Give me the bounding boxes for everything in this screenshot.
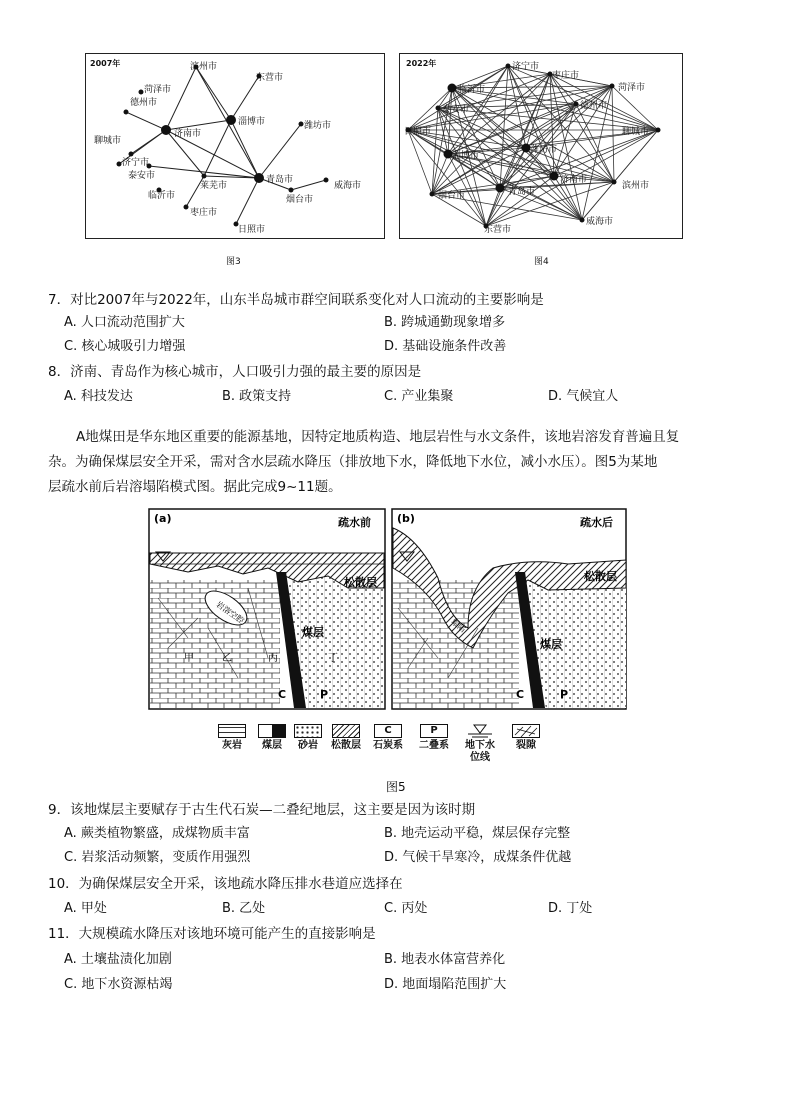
fig4-city: 淄博市 — [452, 151, 480, 161]
passage-line-2: 杂。为确保煤层安全开采，需对含水层疏水降压（排放地下水，降低地下水位，减小水压）。图5为某地 — [48, 454, 658, 470]
city-node — [656, 128, 661, 133]
question-8-stem: 8．济南、青岛作为核心城市，人口吸引力强的最主要的原因是 — [48, 364, 422, 380]
panel-b-label: (b) — [397, 512, 415, 525]
fig3-year: 2007年 — [90, 59, 121, 68]
fig4-city: 菏泽市 — [618, 83, 646, 93]
point-ding: 丁 — [328, 653, 338, 664]
panel-a-p: P — [320, 688, 329, 701]
legend-limestone: 灰岩 — [212, 724, 252, 752]
city-node — [550, 172, 559, 181]
network-link — [500, 66, 508, 188]
legend-permian: P 二叠系 — [419, 725, 449, 751]
question-10-stem: 10．为确保煤层安全开采，该地疏水降压排水巷道应选择在 — [48, 876, 403, 892]
q7-option-d[interactable]: D. 基础设施条件改善 — [384, 339, 507, 354]
panel-a-label: (a) — [154, 512, 172, 525]
city-node — [448, 84, 457, 93]
fig4-city: 泰安市 — [442, 105, 470, 115]
panel-a — [149, 509, 385, 709]
legend-coal: 煤层 — [252, 724, 292, 752]
passage-line-3: 层疏水前后岩溶塌陷模式图。据此完成9~11题。 — [48, 479, 342, 495]
q8-option-a[interactable]: A. 科技发达 — [64, 389, 133, 404]
legend-loose: 松散层 — [326, 724, 366, 752]
question-7-stem: 7．对比2007年与2022年，山东半岛城市群空间联系变化对人口流动的主要影响是 — [48, 292, 544, 308]
panel-b-collapse: 塌陷 — [449, 617, 468, 635]
question-9-stem: 9．该地煤层主要赋存于古生代石炭—二叠纪地层，这主要是因为该时期 — [48, 802, 476, 818]
fig5-caption: 图5 — [386, 780, 406, 794]
city-node — [610, 84, 615, 89]
fig3-city: 日照市 — [238, 225, 266, 235]
fig4-city: 东营市 — [484, 225, 512, 235]
q11-option-a[interactable]: A. 土壤盐渍化加剧 — [64, 952, 172, 967]
q11-option-c[interactable]: C. 地下水资源枯竭 — [64, 977, 173, 992]
panel-a-title: 疏水前 — [338, 516, 371, 529]
q7-option-a[interactable]: A. 人口流动范围扩大 — [64, 315, 185, 330]
fig3-city: 莱芜市 — [200, 181, 228, 191]
fig3-city: 枣庄市 — [190, 208, 218, 218]
q8-option-d[interactable]: D. 气候宜人 — [548, 389, 619, 404]
fig3-city: 泰安市 — [128, 171, 156, 181]
panel-a-c: C — [278, 688, 287, 701]
panel-b — [392, 509, 626, 709]
fig3-city: 青岛市 — [266, 175, 294, 185]
fig4-city: 济宁市 — [512, 62, 540, 72]
q11-option-d[interactable]: D. 地面塌陷范围扩大 — [384, 977, 507, 992]
panel-a-coal: 煤层 — [302, 626, 324, 639]
legend-water-table: 地下水 位线 — [460, 724, 500, 764]
fig3-city: 东营市 — [256, 73, 284, 83]
q10-option-c[interactable]: C. 丙处 — [384, 901, 428, 916]
city-node — [436, 106, 441, 111]
network-link — [486, 188, 500, 226]
network-link — [612, 86, 614, 182]
fig3-city: 济南市 — [174, 129, 202, 139]
question-11-stem: 11．大规模疏水降压对该地环境可能产生的直接影响是 — [48, 926, 376, 942]
q9-option-a[interactable]: A. 蕨类植物繁盛，成煤物质丰富 — [64, 826, 250, 841]
city-node — [612, 180, 617, 185]
fig4-city: 聊城市 — [622, 127, 650, 137]
fig3-city: 威海市 — [334, 181, 362, 191]
passage-line-1: A地煤田是华东地区重要的能源基地，因特定地质构造、地层岩性与水文条件，该地岩溶发育普遍且复 — [76, 429, 680, 445]
fig4-city: 烟台市 — [438, 191, 466, 201]
figure-4-network-2022 — [399, 53, 683, 239]
legend-sandstone: 砂岩 — [288, 724, 328, 752]
panel-b-coal: 煤层 — [540, 638, 562, 651]
legend-fissure: 裂隙 — [506, 724, 546, 752]
panel-b-p: P — [560, 688, 569, 701]
city-node — [506, 64, 511, 69]
q7-option-c[interactable]: C. 核心城吸引力增强 — [64, 339, 186, 354]
q11-option-b[interactable]: B. 地表水体富营养化 — [384, 952, 506, 967]
fig3-city: 淄博市 — [238, 117, 266, 127]
q10-option-d[interactable]: D. 丁处 — [548, 901, 593, 916]
fig3-caption: 图3 — [226, 257, 241, 267]
q7-option-b[interactable]: B. 跨城通勤现象增多 — [384, 315, 506, 330]
fig3-city: 滨州市 — [190, 62, 218, 72]
fig3-city: 聊城市 — [94, 136, 122, 146]
network-2007-svg — [86, 54, 384, 238]
fig3-city: 济宁市 — [122, 158, 150, 168]
q8-option-c[interactable]: C. 产业集聚 — [384, 389, 454, 404]
city-node — [496, 184, 505, 193]
q10-option-a[interactable]: A. 甲处 — [64, 901, 107, 916]
fig4-city: 潍坊市 — [530, 145, 558, 155]
figure-3-network-2007 — [85, 53, 385, 239]
fig4-city: 威海市 — [586, 217, 614, 227]
q10-option-b[interactable]: B. 乙处 — [222, 901, 266, 916]
fig4-city: 青岛市 — [508, 187, 536, 197]
fig4-caption: 图4 — [534, 257, 549, 267]
fig3-city: 德州市 — [130, 98, 158, 108]
fig4-city: 枣庄市 — [552, 71, 580, 81]
panel-b-loose: 松散层 — [584, 570, 617, 583]
fig3-city: 菏泽市 — [144, 85, 172, 95]
fig4-city: 滨州市 — [622, 181, 650, 191]
q9-option-d[interactable]: D. 气候干旱寒冷，成煤条件优越 — [384, 850, 572, 865]
fig3-city: 潍坊市 — [304, 121, 332, 131]
fig4-year: 2022年 — [406, 59, 437, 68]
fig4-city: 济南市 — [560, 175, 588, 185]
point-jia: 甲 — [184, 653, 194, 664]
network-link — [408, 66, 508, 130]
network-link — [408, 130, 432, 194]
legend-carbon: C 石炭系 — [373, 725, 403, 751]
city-node — [574, 102, 579, 107]
fig3-city: 烟台市 — [286, 195, 314, 205]
point-yi: 乙 — [222, 653, 232, 664]
panel-b-c: C — [516, 688, 525, 701]
panel-b-title: 疏水后 — [580, 516, 613, 529]
q8-option-b[interactable]: B. 政策支持 — [222, 389, 292, 404]
q9-option-b[interactable]: B. 地壳运动平稳，煤层保存完整 — [384, 826, 571, 841]
q9-option-c[interactable]: C. 岩浆活动频繁，变质作用强烈 — [64, 850, 251, 865]
point-bing: 丙 — [268, 653, 278, 664]
city-node — [580, 218, 585, 223]
figure-5-karst-collapse — [148, 508, 628, 712]
network-link — [576, 104, 614, 182]
city-node — [430, 192, 435, 197]
fig4-city: 德州市 — [580, 101, 608, 111]
panel-a-loose: 松散层 — [344, 576, 377, 589]
fig4-city: 日照市 — [404, 127, 432, 137]
fig3-city: 临沂市 — [148, 191, 176, 201]
fig4-city: 临沂市 — [458, 85, 486, 95]
panel-a-cave: 岩溶空腔 — [214, 599, 246, 626]
